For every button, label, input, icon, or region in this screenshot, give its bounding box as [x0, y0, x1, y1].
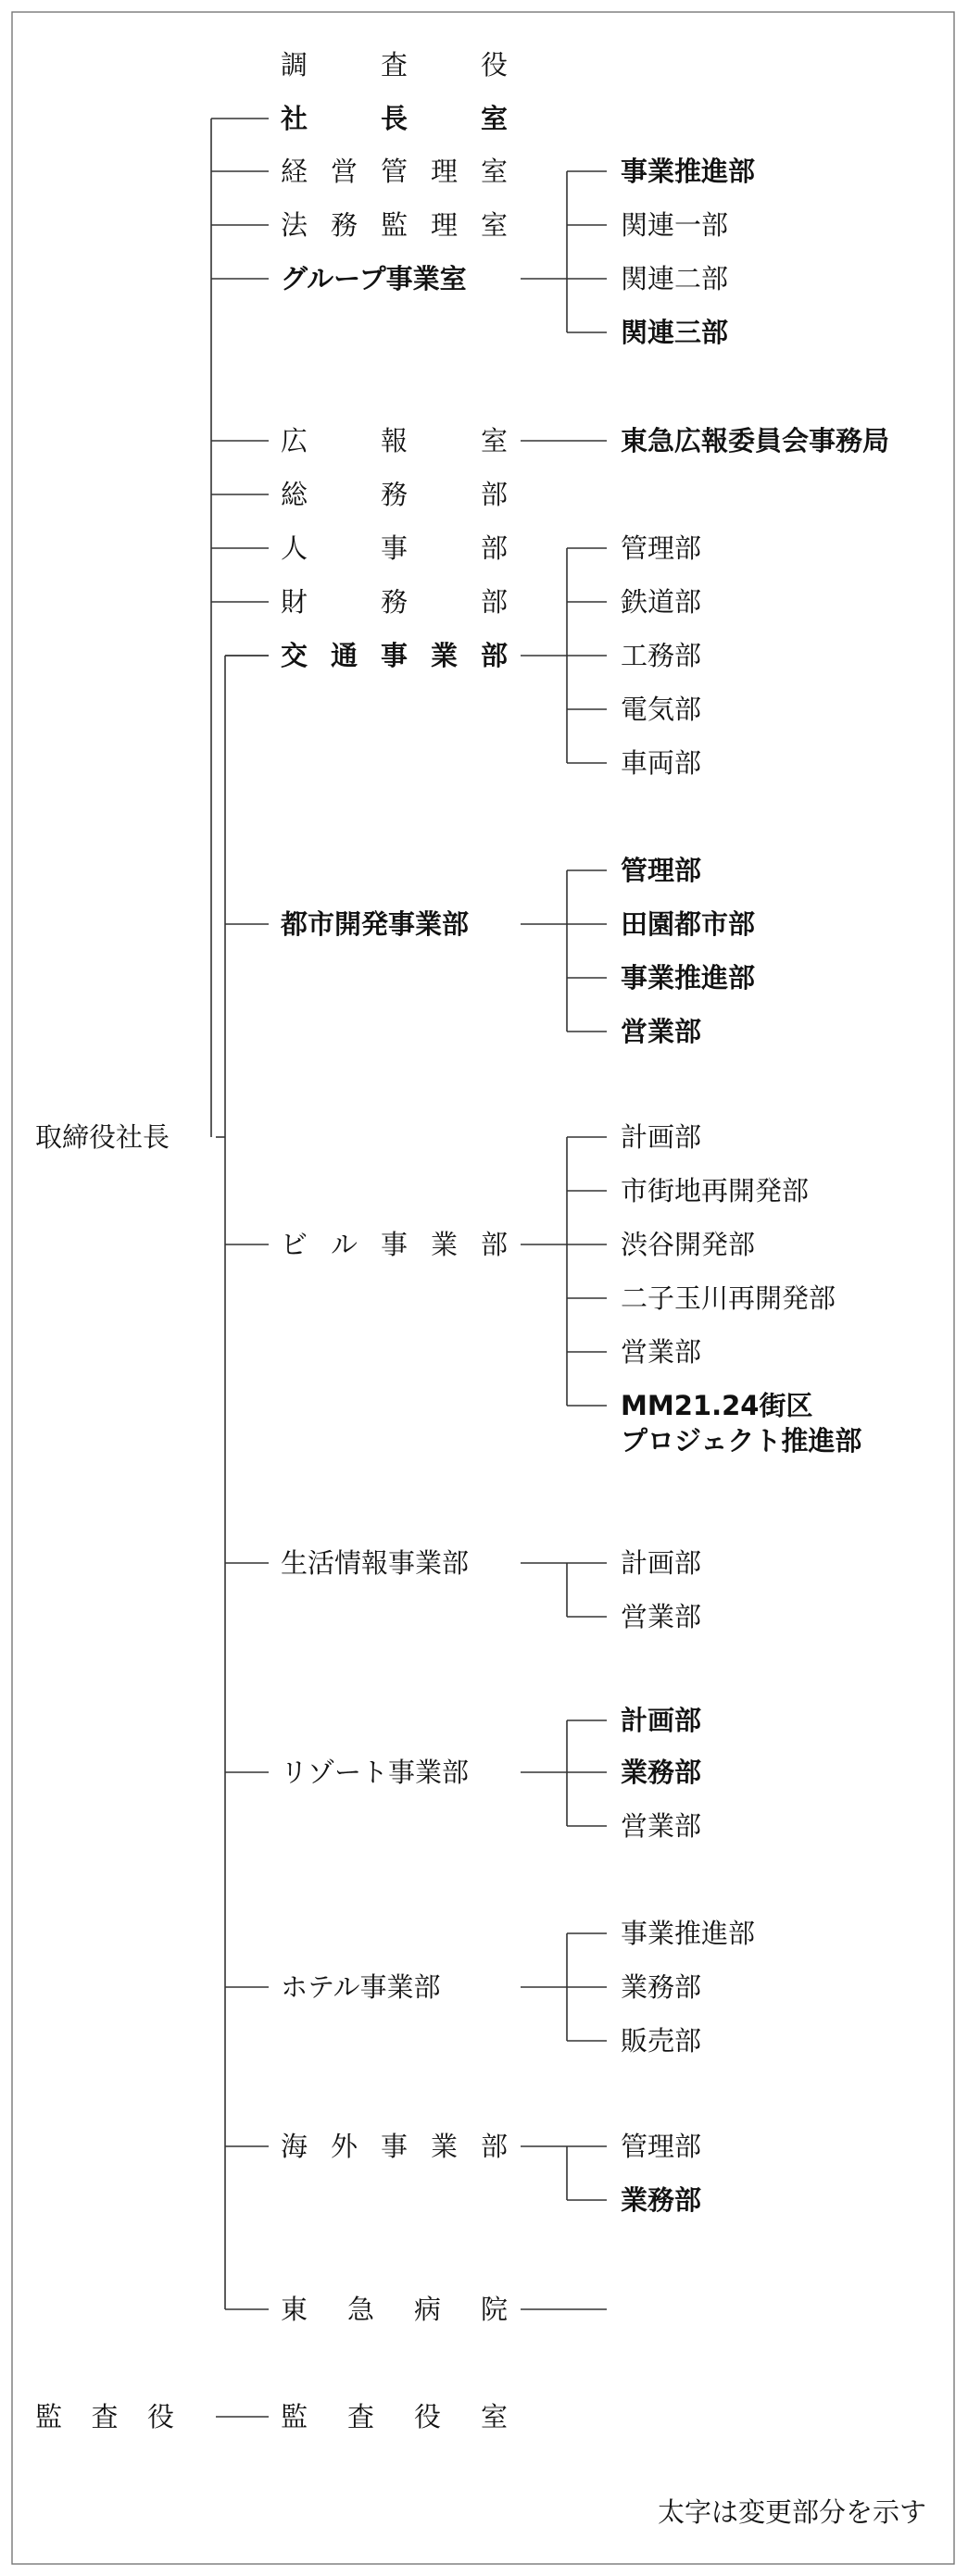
unit-label: 人事部 [281, 532, 508, 564]
chart-labels [35, 49, 889, 2432]
sub-department-label: 電気部 [621, 694, 702, 725]
sub-department-line-1: MM21.24街区 [621, 1390, 813, 1421]
sub-department-line-2: プロジェクト推進部 [621, 1425, 862, 1457]
unit-label: ビル事業部 [281, 1229, 508, 1260]
sub-department-label: 管理部 [621, 532, 702, 564]
sub-department-label: 車両部 [621, 747, 702, 779]
sub-department-label: 業務部 [621, 1971, 702, 2003]
unit-label: 総務部 [281, 479, 508, 510]
sub-department-label: 関連一部 [621, 209, 729, 241]
top-unit-label: 調査役 [281, 49, 508, 81]
sub-department-label: 計画部 [621, 1121, 702, 1153]
unit-label: 生活情報事業部 [281, 1547, 470, 1579]
sub-department-label: 鉄道部 [621, 586, 702, 618]
unit-label: 東急病院 [281, 2294, 508, 2325]
audit-office-label: 監査役室 [281, 2401, 508, 2432]
sub-department-label: 計画部 [621, 1705, 702, 1736]
sub-department-label: 営業部 [621, 1336, 702, 1368]
sub-department-label: 営業部 [621, 1016, 702, 1047]
unit-label: リゾート事業部 [281, 1757, 470, 1788]
sub-department-label: 管理部 [621, 855, 702, 886]
sub-department-label: 計画部 [621, 1547, 702, 1579]
unit-label: グループ事業室 [281, 263, 467, 294]
sub-department-label: 営業部 [621, 1810, 702, 1842]
unit-label: 海外事業部 [281, 2131, 508, 2162]
sub-department-label: 市街地再開発部 [621, 1175, 810, 1207]
sub-department-label: 渋谷開発部 [621, 1229, 756, 1260]
sub-department-label: 田園都市部 [621, 908, 756, 940]
unit-label: 財務部 [281, 586, 508, 618]
unit-label: ホテル事業部 [281, 1971, 441, 2003]
sub-department-label: 事業推進部 [621, 156, 756, 187]
sub-department-label: 営業部 [621, 1601, 702, 1632]
audit-label: 監査役 [35, 2401, 174, 2432]
sub-department-label: 事業推進部 [621, 1918, 756, 1949]
sub-department-label: 販売部 [621, 2025, 702, 2057]
unit-label: 都市開発事業部 [281, 908, 470, 940]
unit-label: 広報室 [281, 425, 508, 456]
root-label: 取締役社長 [35, 1121, 170, 1153]
unit-label: 法務監理室 [281, 209, 508, 241]
sub-department-label: 管理部 [621, 2131, 702, 2162]
sub-department-label: 工務部 [621, 640, 702, 671]
sub-department-label: 業務部 [621, 1757, 702, 1788]
top-unit-label: 社長室 [281, 103, 508, 134]
sub-department-label: 事業推進部 [621, 962, 756, 994]
sub-department-label: 関連三部 [621, 317, 729, 348]
connector-lines [211, 119, 607, 2417]
sub-department-label: 業務部 [621, 2184, 702, 2216]
legend-text: は変更部分を示す [710, 2496, 926, 2528]
sub-department-label [621, 1390, 861, 1457]
sub-department-label: 関連二部 [621, 263, 729, 294]
legend-bold-sample: 太字 [657, 2496, 711, 2528]
unit-label: 交通事業部 [281, 640, 508, 671]
unit-label: 経営管理室 [281, 156, 508, 187]
legend-note [658, 2496, 926, 2528]
sub-department-label: 二子玉川再開発部 [621, 1282, 836, 1314]
sub-department-label: 東急広報委員会事務局 [621, 425, 890, 456]
